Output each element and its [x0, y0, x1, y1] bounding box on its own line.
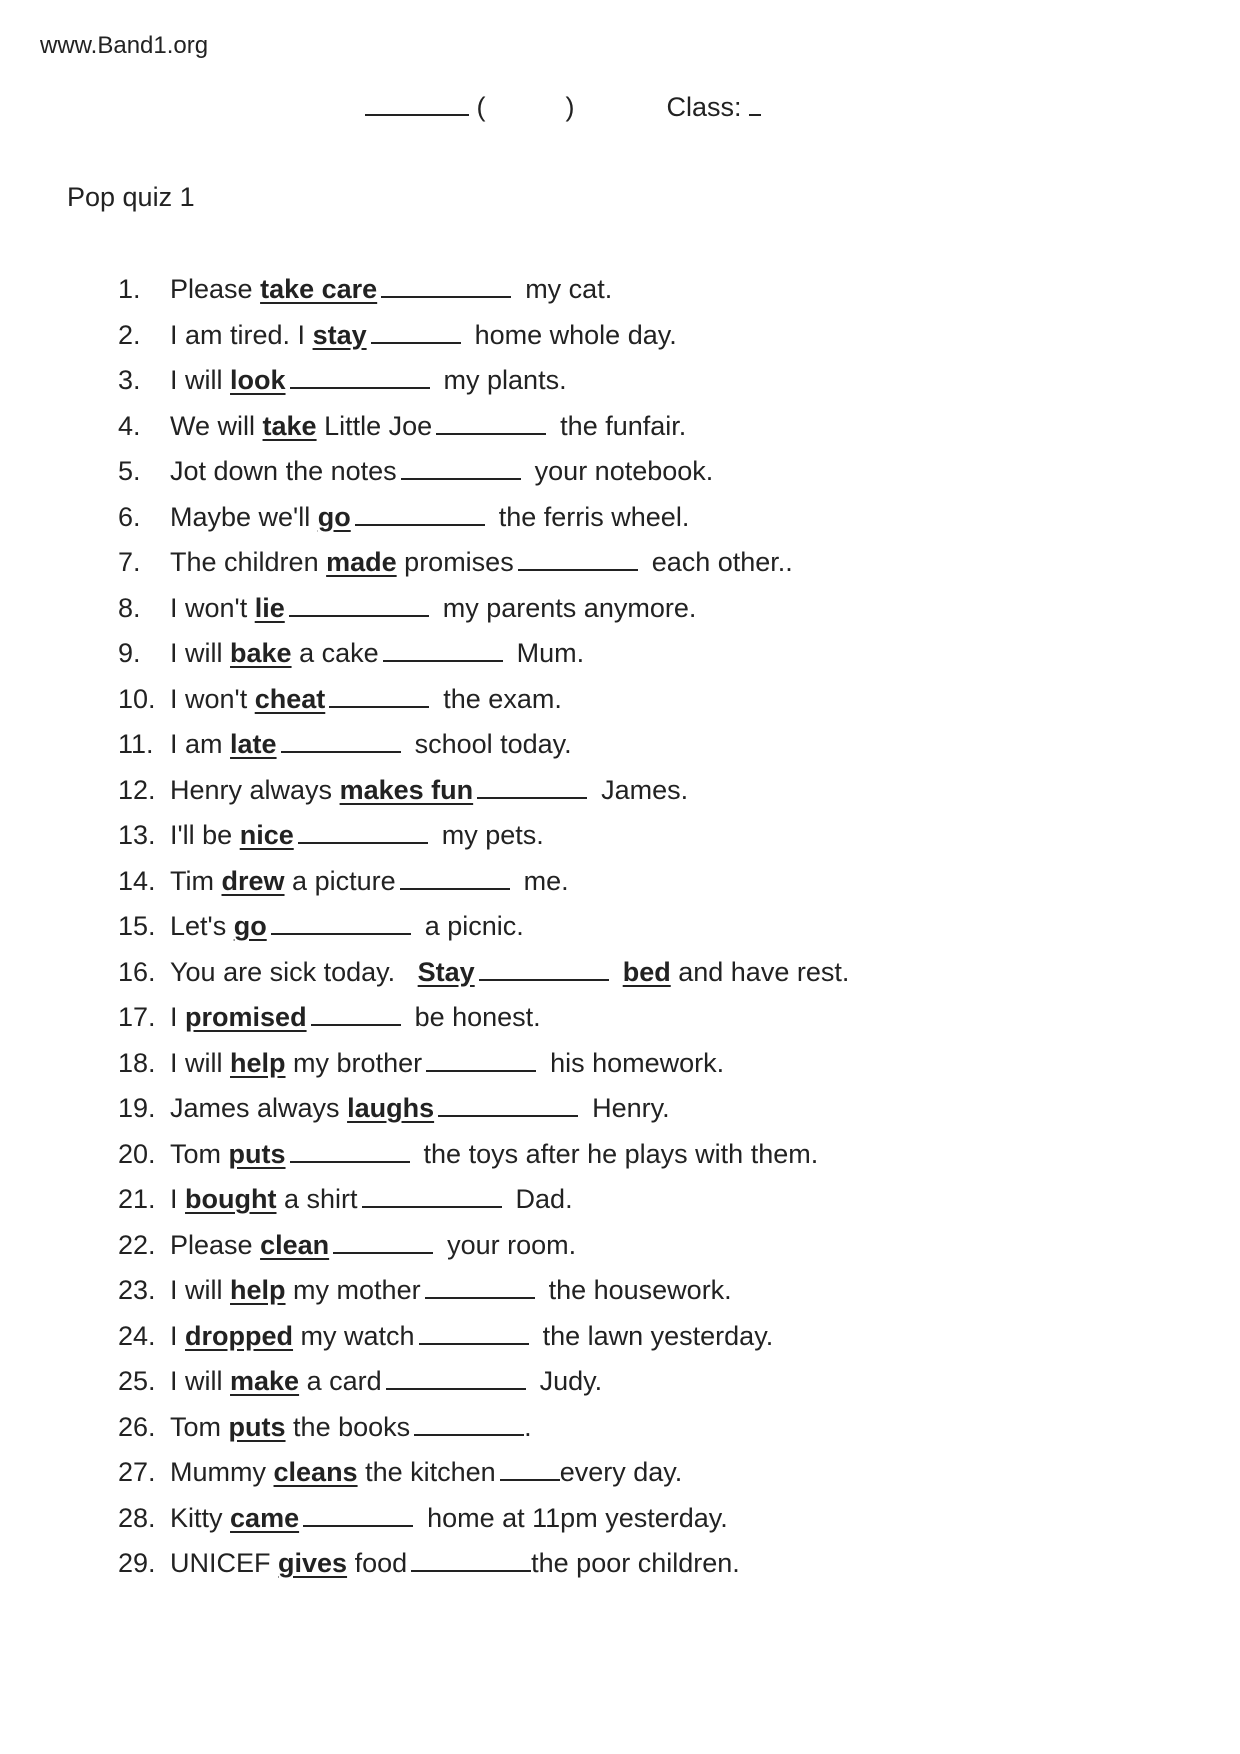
keyword: help	[230, 1047, 286, 1078]
keyword: dropped	[185, 1320, 294, 1351]
answer-blank	[383, 636, 503, 662]
keyword: cleans	[273, 1457, 358, 1487]
keyword: made	[326, 547, 397, 577]
keyword: lie	[254, 592, 285, 623]
question-22: 22. Please clean your room.	[118, 1229, 577, 1260]
question-21: 21. I bought a shirt Dad.	[118, 1184, 573, 1214]
question-17: 17. I promised be honest.	[118, 1002, 541, 1032]
keyword: go	[317, 501, 351, 532]
answer-blank	[289, 591, 429, 617]
question-29: 29. UNICEF gives food the poor children.	[118, 1548, 740, 1578]
question-28: 28. Kitty came home at 11pm yesterday.	[118, 1502, 728, 1533]
question-9: 9. I will bake a cake Mum.	[118, 638, 585, 668]
answer-blank	[436, 409, 546, 435]
answer-blank	[477, 773, 587, 799]
keyword: go	[233, 911, 267, 941]
question-24: 24. I dropped my watch the lawn yesterday.	[118, 1320, 774, 1351]
keyword: promised	[185, 1002, 307, 1032]
question-10: 10. I won't cheat the exam.	[118, 683, 562, 714]
answer-blank	[281, 727, 401, 753]
paren-open: (	[476, 92, 486, 122]
keyword: Stay	[417, 956, 475, 987]
answer-blank	[400, 864, 510, 890]
answer-blank	[411, 1546, 531, 1572]
keyword-2: bed	[622, 956, 671, 987]
quiz-title: Pop quiz 1	[67, 182, 195, 212]
answer-blank	[271, 909, 411, 935]
question-2: 2. I am tired. I stay home whole day.	[118, 319, 677, 350]
answer-blank	[333, 1228, 433, 1254]
question-16: 16. You are sick today. Stay bed and have rest.	[118, 956, 850, 987]
keyword: clean	[260, 1229, 330, 1260]
question-26: 26. Tom puts the books .	[118, 1411, 532, 1442]
keyword: gives	[278, 1548, 348, 1578]
answer-blank	[414, 1410, 524, 1436]
question-4: 4. We will take Little Joe the funfair.	[118, 410, 687, 441]
answer-blank	[426, 1046, 536, 1072]
keyword: help	[230, 1275, 286, 1305]
answer-blank	[401, 454, 521, 480]
class-blank	[749, 92, 761, 116]
keyword: cheat	[254, 683, 326, 714]
answer-blank	[438, 1091, 578, 1117]
name-class-header	[365, 92, 761, 123]
keyword: stay	[312, 319, 367, 350]
keyword: came	[230, 1502, 300, 1533]
question-18: 18. I will help my brother his homework.	[118, 1047, 725, 1078]
keyword: makes fun	[339, 774, 474, 805]
question-25: 25. I will make a card Judy.	[118, 1366, 603, 1396]
keyword: drew	[221, 865, 285, 896]
answer-blank	[500, 1455, 560, 1481]
question-23: 23. I will help my mother the housework.	[118, 1275, 732, 1305]
answer-blank	[355, 500, 485, 526]
keyword: bake	[230, 638, 292, 668]
paren-close: )	[565, 92, 575, 122]
answer-blank	[425, 1273, 535, 1299]
keyword: look	[230, 365, 286, 395]
keyword: take care	[260, 274, 378, 304]
answer-blank	[419, 1319, 529, 1345]
class-label: Class:	[666, 92, 742, 122]
question-11: 11. I am late school today.	[118, 729, 572, 759]
question-3: 3. I will look my plants.	[118, 365, 567, 395]
answer-blank	[311, 1000, 401, 1026]
answer-blank	[290, 363, 430, 389]
question-5: 5. Jot down the notes your notebook.	[118, 456, 714, 486]
question-list	[118, 270, 849, 1590]
question-14: 14. Tim drew a picture me.	[118, 865, 569, 896]
question-8: 8. I won't lie my parents anymore.	[118, 592, 697, 623]
keyword: puts	[228, 1138, 286, 1169]
name-blank	[365, 92, 469, 116]
keyword: nice	[239, 820, 294, 850]
answer-blank	[329, 682, 429, 708]
question-20: 20. Tom puts the toys after he plays with them.	[118, 1138, 819, 1169]
answer-blank	[290, 1137, 410, 1163]
question-12: 12. Henry always makes fun James.	[118, 774, 689, 805]
keyword: take	[262, 410, 317, 441]
keyword: make	[230, 1366, 300, 1396]
answer-blank	[362, 1182, 502, 1208]
site-url: www.Band1.org	[40, 32, 209, 59]
answer-blank	[479, 955, 609, 981]
question-1: 1. Please take care my cat.	[118, 274, 613, 304]
answer-blank	[518, 545, 638, 571]
keyword: bought	[185, 1184, 277, 1214]
keyword: puts	[228, 1411, 286, 1442]
answer-blank	[381, 272, 511, 298]
question-15: 15. Let's go a picnic.	[118, 911, 524, 941]
answer-blank	[371, 318, 461, 344]
answer-blank	[298, 818, 428, 844]
answer-blank	[386, 1364, 526, 1390]
question-19: 19. James always laughs Henry.	[118, 1093, 670, 1123]
question-27: 27. Mummy cleans the kitchen every day.	[118, 1457, 683, 1487]
question-6: 6. Maybe we'll go the ferris wheel.	[118, 501, 690, 532]
keyword: late	[230, 729, 277, 759]
keyword: laughs	[347, 1093, 435, 1123]
question-7: 7. The children made promises each other..	[118, 547, 793, 577]
question-13: 13. I'll be nice my pets.	[118, 820, 544, 850]
answer-blank	[303, 1501, 413, 1527]
